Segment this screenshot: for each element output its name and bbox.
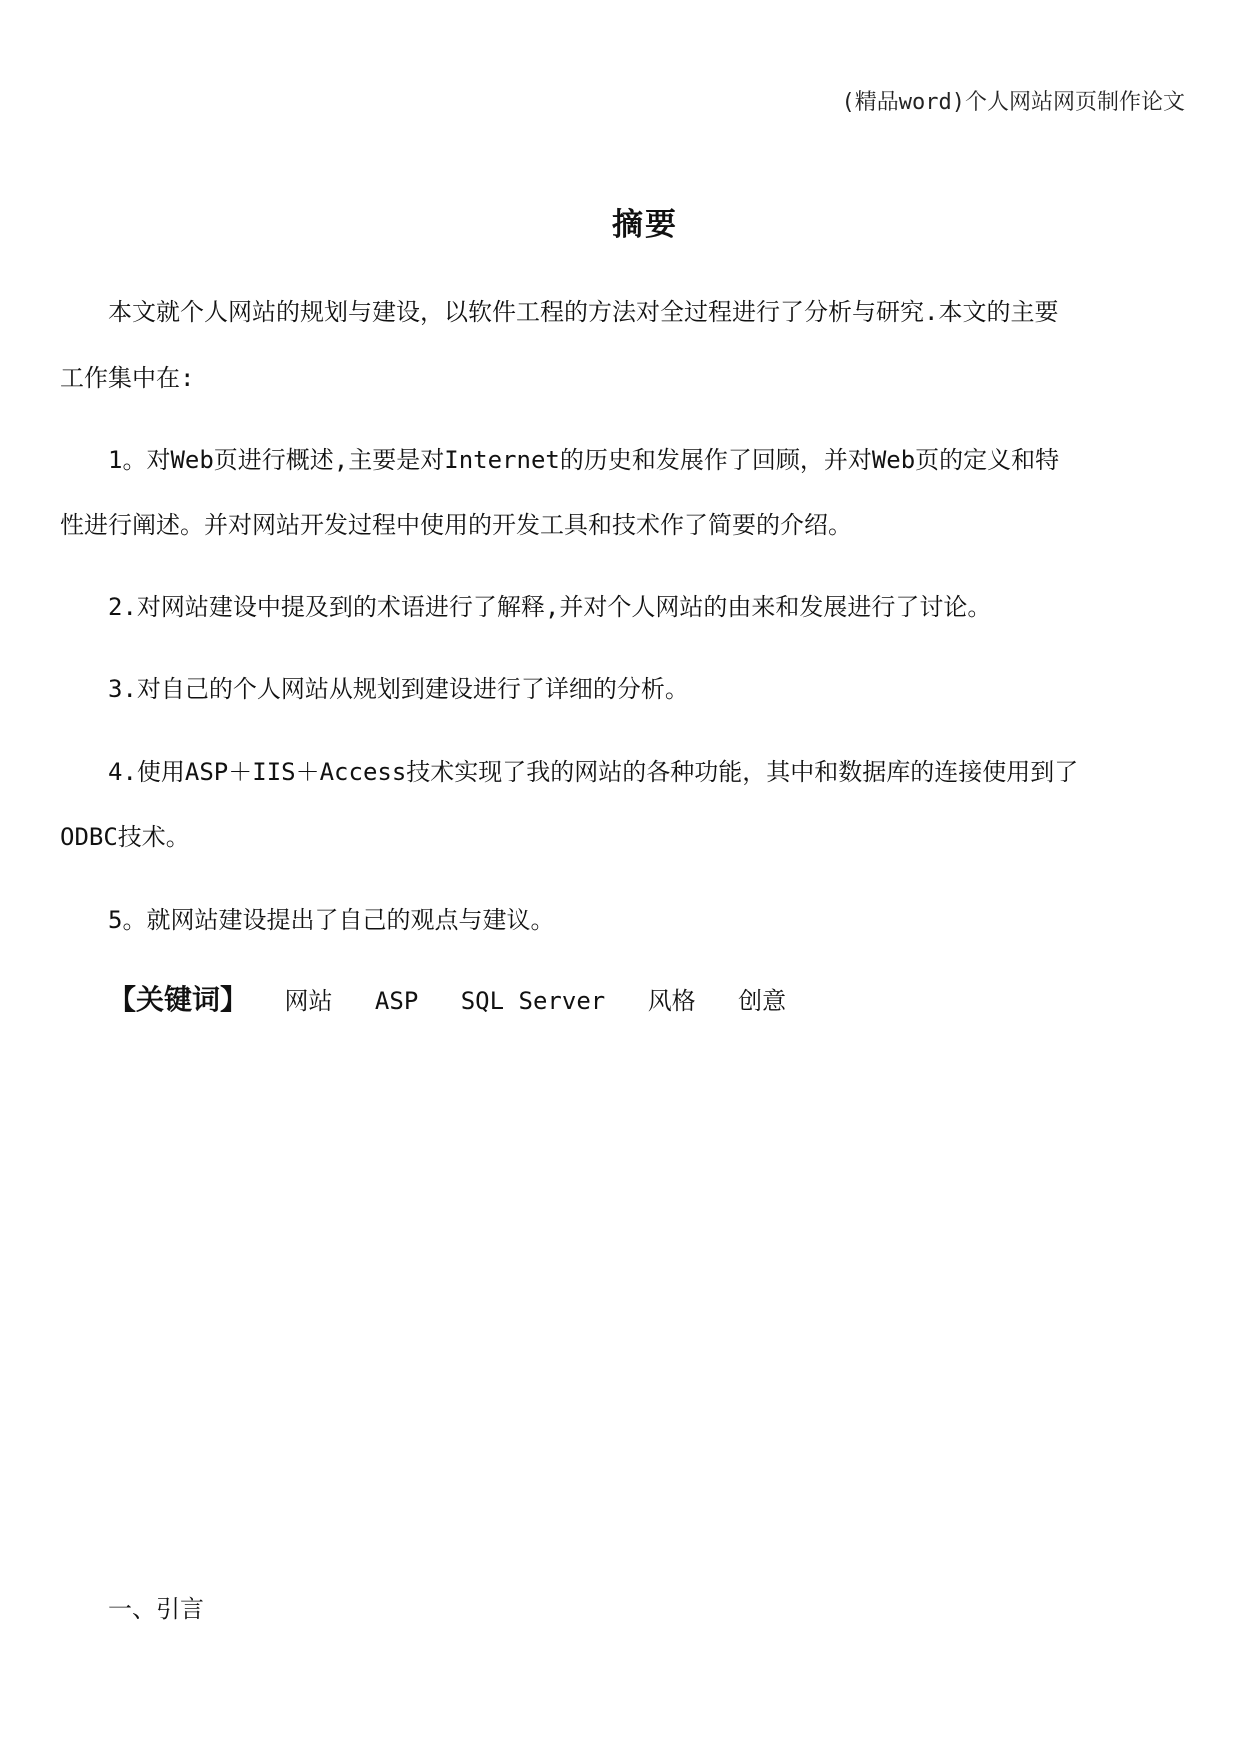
keyword-item: SQL Server [460,987,606,1015]
abstract-intro-line-1: 本文就个人网站的规划与建设，以软件工程的方法对全过程进行了分析与研究.本文的主要 [108,298,1059,326]
abstract-item-2: 2.对网站建设中提及到的术语进行了解释,并对个人网站的由来和发展进行了讨论。 [108,593,992,621]
keyword-item: 风格 [647,987,696,1015]
keywords-line [108,982,814,1019]
keyword-item: 创意 [738,987,787,1015]
abstract-item-5: 5。就网站建设提出了自己的观点与建议。 [108,906,555,934]
running-header: (精品word)个人网站网页制作论文 [841,90,1185,115]
abstract-item-1-line-1: 1。对Web页进行概述,主要是对Internet的历史和发展作了回顾，并对Web页的定义和特 [108,446,1060,474]
abstract-item-4-line-2: ODBC技术。 [60,823,190,851]
abstract-item-1-line-2: 性进行阐述。并对网站开发过程中使用的开发工具和技术作了简要的介绍。 [60,511,852,539]
abstract-item-3: 3.对自己的个人网站从规划到建设进行了详细的分析。 [108,675,689,703]
keywords-label: 【关键词】 [108,983,249,1016]
section-heading-introduction: 一、引言 [108,1595,204,1623]
abstract-item-4-line-1: 4.使用ASP＋IIS＋Access技术实现了我的网站的各种功能，其中和数据库的连接使用到了 [108,758,1079,786]
abstract-title: 摘要 [612,207,678,243]
abstract-intro-line-2: 工作集中在: [60,364,195,392]
keyword-item: 网站 [284,987,333,1015]
keyword-item: ASP [374,987,419,1015]
